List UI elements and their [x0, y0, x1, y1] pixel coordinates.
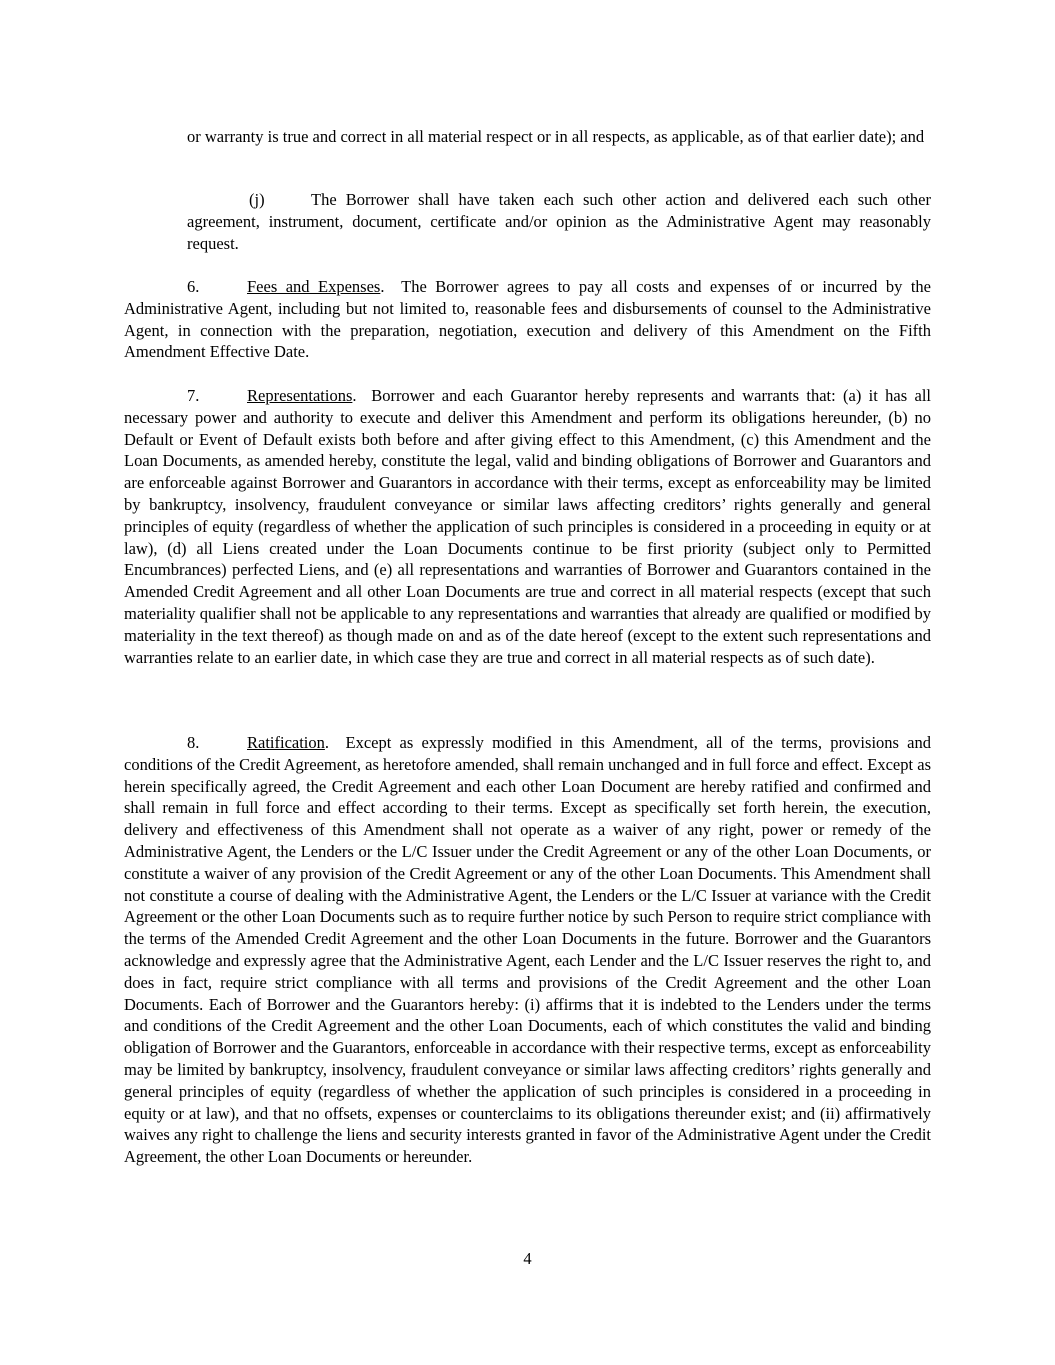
section-text: Except as expressly modified in this Amendment, all of the terms, provisions and conditions of the Credit Agreement, as heretofore amended, shall remain unchanged and in full force and effect. Except as herein specifically agreed, the Credit Agreement and each other Loan Document are hereby ratified and confirmed and shall remain in full force and effect according to their terms. Except as specifically set forth herein, the execution, delivery and effectiveness of this Amendment shall not operate as a waiver of any right, power or remedy of the Administrative Agent, the Lenders or the L/C Issuer under the Credit Agreement or any of the other Loan Documents, or constitute a waiver of any provision of the Credit Agreement or any of the other Loan Documents. This Amendment shall not constitute a course of dealing with the Administrative Agent, the Lenders or the L/C Issuer at variance with the Credit Agreement or the other Loan Documents such as to require further notice by such Person to require strict compliance with the terms of the Amended Credit Agreement and the other Loan Documents in the future. Borrower and the Guarantors acknowledge and expressly agree that the Administrative Agent, each Lender and the L/C Issuer reserves the right to, and does in fact, require strict compliance with all terms and provisions of the Credit Agreement and the other Loan Documents. Each of Borrower and the Guarantors hereby: (i) affirms that it is indebted to the Lenders under the terms and conditions of the Credit Agreement and the other Loan Documents, each of which constitutes the valid and binding obligation of Borrower and the Guarantors, enforceable in accordance with their respective terms, except as enforceability may be limited by bankruptcy, insolvency, fraudulent conveyance or similar laws affecting creditors’ rights generally and general principles of equity (regardless of whether the application of such principles is considered in a proceeding in equity or at law), and that no offsets, expenses or counterclaims to its obligations thereunder exist; and (ii) affirmatively waives any right to challenge the liens and security interests granted in favor of the Administrative Agent under the Credit Agreement, the other Loan Documents or hereunder. — [124, 733, 932, 1167]
section-heading: Representations — [247, 386, 353, 405]
section-heading-punct: . — [352, 386, 357, 405]
continuation-paragraph: or warranty is true and correct in all material respect or in all respects, as applicable, as of that earlier date); and — [187, 127, 925, 146]
subsection-j — [187, 189, 931, 254]
section-number: 7. — [187, 386, 200, 405]
section-heading: Fees and Expenses — [247, 277, 381, 296]
section-number: 8. — [187, 733, 200, 752]
section-number: 6. — [187, 277, 200, 296]
page-number: 4 — [523, 1249, 532, 1268]
section-text: The Borrower agrees to pay all costs and expenses of or incurred by the Administrative Agent, including but not limited to, reasonable fees and disbursements of counsel to the Administrative Agent, in connection with the preparation, negotiation, execution and delivery of this Amendment on the Fifth Amendment Effective Date. — [124, 277, 931, 362]
section-6-fees-and-expenses — [124, 276, 931, 363]
section-text: Borrower and each Guarantor hereby represents and warrants that: (a) it has all necessary power and authority to execute and deliver this Amendment and perform its obligations hereunder, (b) no Default or Event of Default exists both before and after giving effect to this Amendment, (c) this Amendment and the Loan Documents, as amended hereby, constitute the legal, valid and binding obligations of Borrower and Guarantors and are enforceable against Borrower and Guarantors in accordance with their terms, except as enforceability may be limited by bankruptcy, insolvency, fraudulent conveyance or similar laws affecting creditors’ rights generally and general principles of equity (regardless of whether the application of such principles is considered in a proceeding in equity or at law), (d) all Liens created under the Loan Documents continue to be first priority (subject only to Permitted Encumbrances) perfected Liens, and (e) all representations and warranties of Borrower and Guarantors contained in the Amended Credit Agreement and all other Loan Documents are true and correct in all material respects (except that such materiality qualifier shall not be applicable to any representations and warranties that already are qualified or modified by materiality in the text thereof) as though made on and as of the date hereof (except to the extent such representations and warranties relate to an earlier date, in which case they are true and correct in all material respects as of such date). — [124, 386, 931, 667]
section-heading-punct: . — [324, 733, 330, 752]
section-heading-punct: . — [380, 277, 385, 296]
section-heading: Ratification — [247, 733, 325, 752]
section-7-representations — [124, 385, 931, 668]
section-8-ratification — [124, 732, 931, 1168]
subsection-j-label: (j) — [249, 190, 265, 209]
subsection-j-text: The Borrower shall have taken each such other action and delivered each such other agreement, instrument, document, certificate and/or opinion as the Administrative Agent may reasonably request. — [187, 190, 931, 253]
